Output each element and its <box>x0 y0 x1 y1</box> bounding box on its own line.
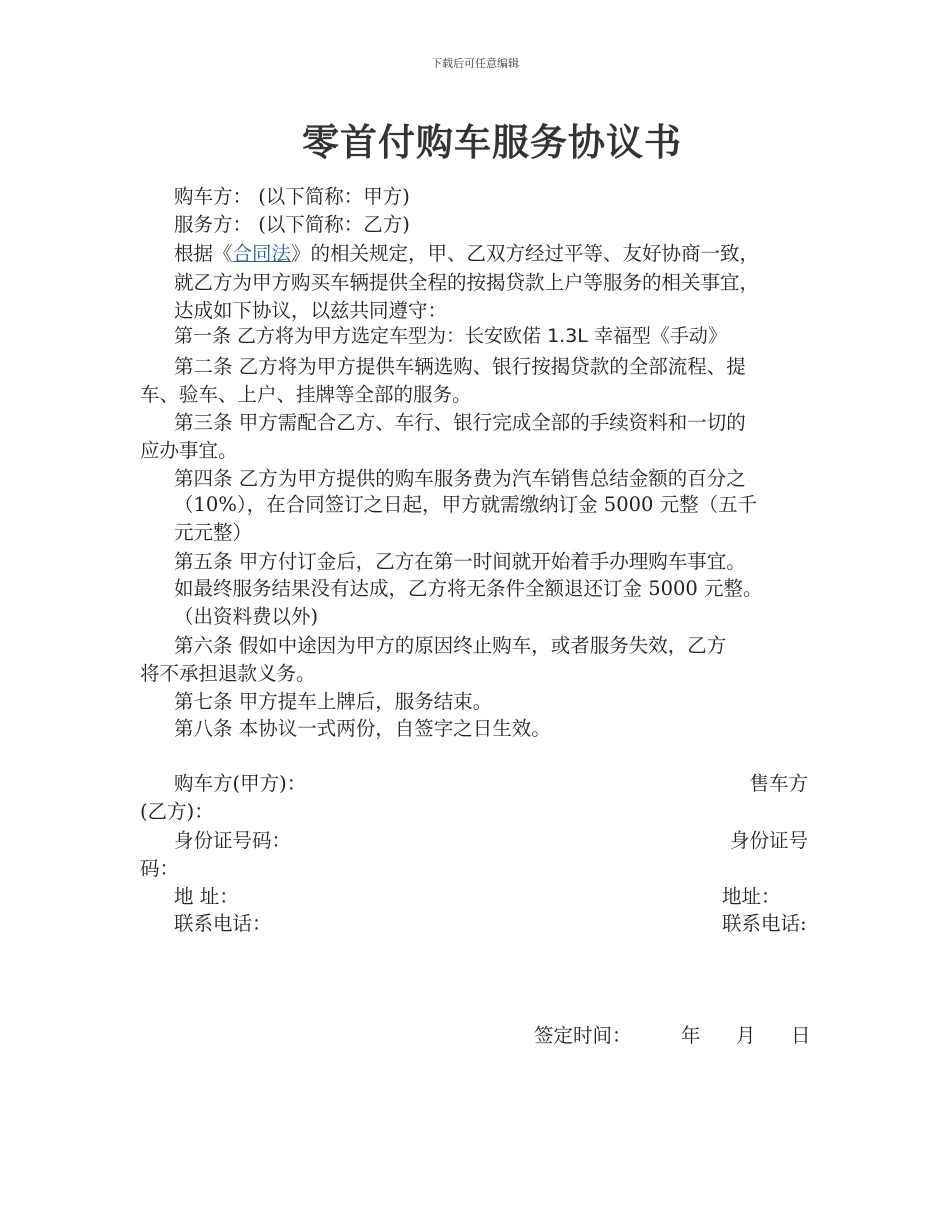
article-1: 第一条 乙方将为甲方选定车型为：长安欧偌 1.3L 幸福型《手动》 <box>174 325 727 347</box>
article-2-line-1: 第二条 乙方将为甲方提供车辆选购、银行按揭贷款的全部流程、提 <box>174 355 746 378</box>
seller-id-label: 身份证号 <box>729 829 808 852</box>
article-5-line-1: 第五条 甲方付订金后，乙方在第一时间就开始着手办理购车事宜。 <box>174 550 746 573</box>
signing-date-day: 日 <box>791 1024 811 1047</box>
seller-signature-label: 售车方 <box>749 772 808 795</box>
article-4-line-1: 第四条 乙方为甲方提供的购车服务费为汽车销售总结金额的百分之 <box>174 467 746 490</box>
header-note: 下载后可任意编辑 <box>431 57 519 70</box>
seller-id-label-cont: 码： <box>140 857 180 880</box>
seller-signature-label-cont: (乙方)： <box>140 800 214 823</box>
buyer-signature-label: 购车方(甲方)： <box>174 772 307 795</box>
signing-date-month: 月 <box>736 1024 756 1047</box>
contract-law-link[interactable]: 合同法 <box>232 242 292 265</box>
article-8: 第八条 本协议一式两份，自签字之日生效。 <box>174 717 551 740</box>
signing-date-year: 年 <box>681 1024 701 1047</box>
intro-line-1 <box>140 240 849 268</box>
buyer-address-label: 地 址： <box>174 885 239 908</box>
article-6-line-2: 将不承担退款义务。 <box>140 662 316 685</box>
service-party-line: 服务方： (以下简称：乙方) <box>174 213 410 236</box>
document-title: 零首付购车服务协议书 <box>302 120 682 164</box>
intro-suffix: 》的相关规定，甲、乙双方经过平等、友好协商一致， <box>291 242 760 265</box>
signing-date-label: 签定时间： <box>534 1024 632 1047</box>
intro-line-2: 就乙方为甲方购买车辆提供全程的按揭贷款上户等服务的相关事宜， <box>174 271 760 294</box>
article-5-line-3: （出资料费以外) <box>174 605 319 628</box>
article-4-line-3: 元元整） <box>174 521 253 544</box>
article-2-line-2: 车、验车、上户、挂牌等全部的服务。 <box>140 383 472 406</box>
buyer-id-label: 身份证号码： <box>174 829 292 852</box>
article-5-line-2: 如最终服务结果没有达成，乙方将无条件全额退还订金 5000 元整。 <box>174 577 763 600</box>
article-3-line-1: 第三条 甲方需配合乙方、车行、银行完成全部的手续资料和一切的 <box>174 411 746 434</box>
intro-prefix: 根据《 <box>174 242 233 265</box>
article-6-line-1: 第六条 假如中途因为甲方的原因终止购车，或者服务失效，乙方 <box>174 634 727 657</box>
article-3-line-2: 应办事宜。 <box>140 439 238 462</box>
buyer-phone-label: 联系电话： <box>174 912 272 935</box>
intro-line-3: 达成如下协议，以兹共同遵守： <box>174 299 448 322</box>
article-7: 第七条 甲方提车上牌后，服务结束。 <box>174 690 493 713</box>
article-4-line-2: （10%），在合同签订之日起，甲方就需缴纳订金 5000 元整（五千 <box>174 493 758 516</box>
seller-phone-label: 联系电话: <box>722 912 807 935</box>
seller-address-label: 地址： <box>722 885 781 908</box>
buyer-party-line: 购车方： (以下简称：甲方) <box>174 185 410 208</box>
